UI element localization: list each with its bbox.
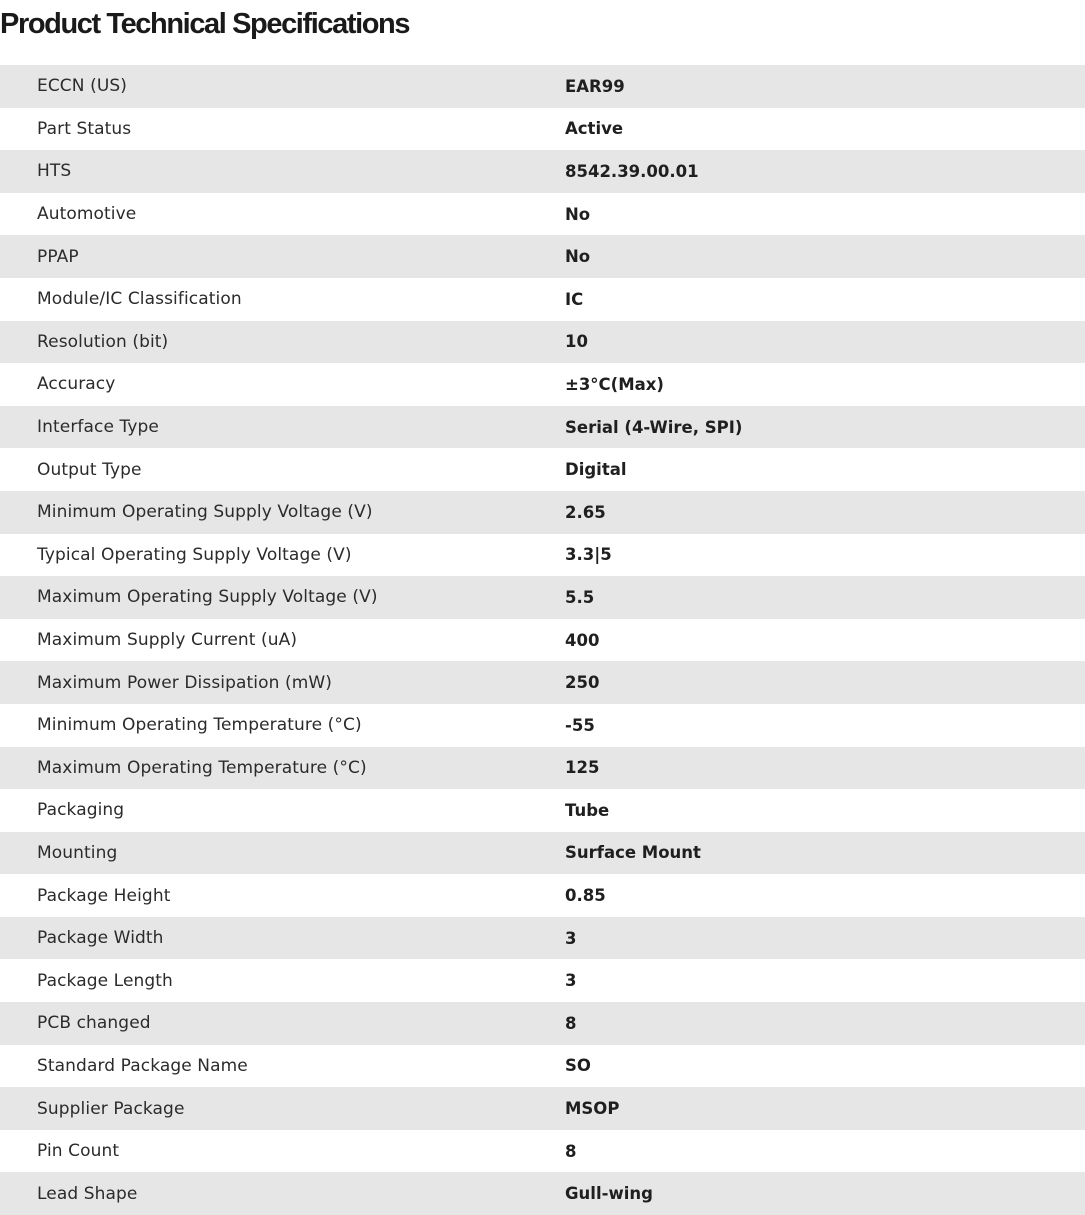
table-row [0,959,1085,1002]
spec-label: Pin Count [37,1141,120,1162]
table-row [0,917,1085,960]
spec-label: Maximum Operating Supply Voltage (V) [37,587,378,608]
spec-table [0,65,1085,1215]
spec-label: Output Type [37,459,142,480]
table-row [0,1045,1085,1088]
spec-value: 8 [565,1013,577,1033]
table-row [0,108,1085,151]
spec-label: Minimum Operating Supply Voltage (V) [37,502,373,523]
table-row [0,491,1085,534]
spec-table-body [0,65,1085,1215]
table-row [0,406,1085,449]
table-row [0,832,1085,875]
spec-label: Minimum Operating Temperature (°C) [37,715,362,736]
table-row [0,193,1085,236]
spec-value: MSOP [565,1099,620,1119]
spec-value: No [565,247,591,267]
spec-value: Active [565,119,624,139]
spec-value: Gull-wing [565,1184,653,1204]
spec-value: Digital [565,460,627,480]
table-row [0,661,1085,704]
table-row [0,150,1085,193]
spec-label: Automotive [37,204,137,225]
spec-label: Package Height [37,885,171,906]
spec-value: 5.5 [565,587,595,607]
spec-label: PPAP [37,246,79,267]
spec-value: 125 [565,758,600,778]
spec-value: 3 [565,928,577,948]
table-row [0,363,1085,406]
spec-value: 3.3|5 [565,545,612,565]
spec-label: Maximum Power Dissipation (mW) [37,672,333,693]
spec-value: No [565,204,591,224]
spec-label: Package Length [37,970,173,991]
spec-value: 10 [565,332,588,352]
spec-label: Interface Type [37,417,159,438]
spec-label: Package Width [37,928,164,949]
spec-value: 400 [565,630,600,650]
table-row [0,448,1085,491]
spec-value: SO [565,1056,591,1076]
spec-label: Standard Package Name [37,1055,248,1076]
page-title: Product Technical Specifications [0,8,410,40]
spec-label: Part Status [37,118,132,139]
table-row [0,1002,1085,1045]
spec-value: IC [565,289,584,309]
spec-label: ECCN (US) [37,76,128,97]
table-row [0,576,1085,619]
spec-label: Maximum Operating Temperature (°C) [37,757,367,778]
spec-value: -55 [565,715,595,735]
spec-value: 2.65 [565,502,606,522]
spec-value: 3 [565,971,577,991]
table-row [0,235,1085,278]
spec-value: ±3°C(Max) [565,374,664,394]
spec-label: HTS [37,161,72,182]
table-row [0,874,1085,917]
spec-value: EAR99 [565,76,625,96]
spec-label: PCB changed [37,1013,151,1034]
spec-value: Serial (4-Wire, SPI) [565,417,743,437]
table-row [0,534,1085,577]
table-row [0,278,1085,321]
table-row [0,704,1085,747]
spec-value: Surface Mount [565,843,701,863]
spec-value: 0.85 [565,886,606,906]
spec-value: 250 [565,673,600,693]
spec-label: Supplier Package [37,1098,185,1119]
spec-label: Accuracy [37,374,116,395]
table-row [0,747,1085,790]
table-row [0,789,1085,832]
spec-label: Maximum Supply Current (uA) [37,630,298,651]
table-row [0,1130,1085,1173]
spec-value: 8 [565,1141,577,1161]
spec-label: Mounting [37,842,118,863]
table-row [0,65,1085,108]
spec-label: Resolution (bit) [37,331,169,352]
spec-label: Packaging [37,800,125,821]
spec-value: Tube [565,800,610,820]
spec-label: Lead Shape [37,1183,138,1204]
table-row [0,619,1085,662]
table-row [0,321,1085,364]
table-row [0,1172,1085,1215]
table-row [0,1087,1085,1130]
spec-label: Module/IC Classification [37,289,242,310]
spec-value: 8542.39.00.01 [565,161,699,181]
spec-label: Typical Operating Supply Voltage (V) [37,544,352,565]
